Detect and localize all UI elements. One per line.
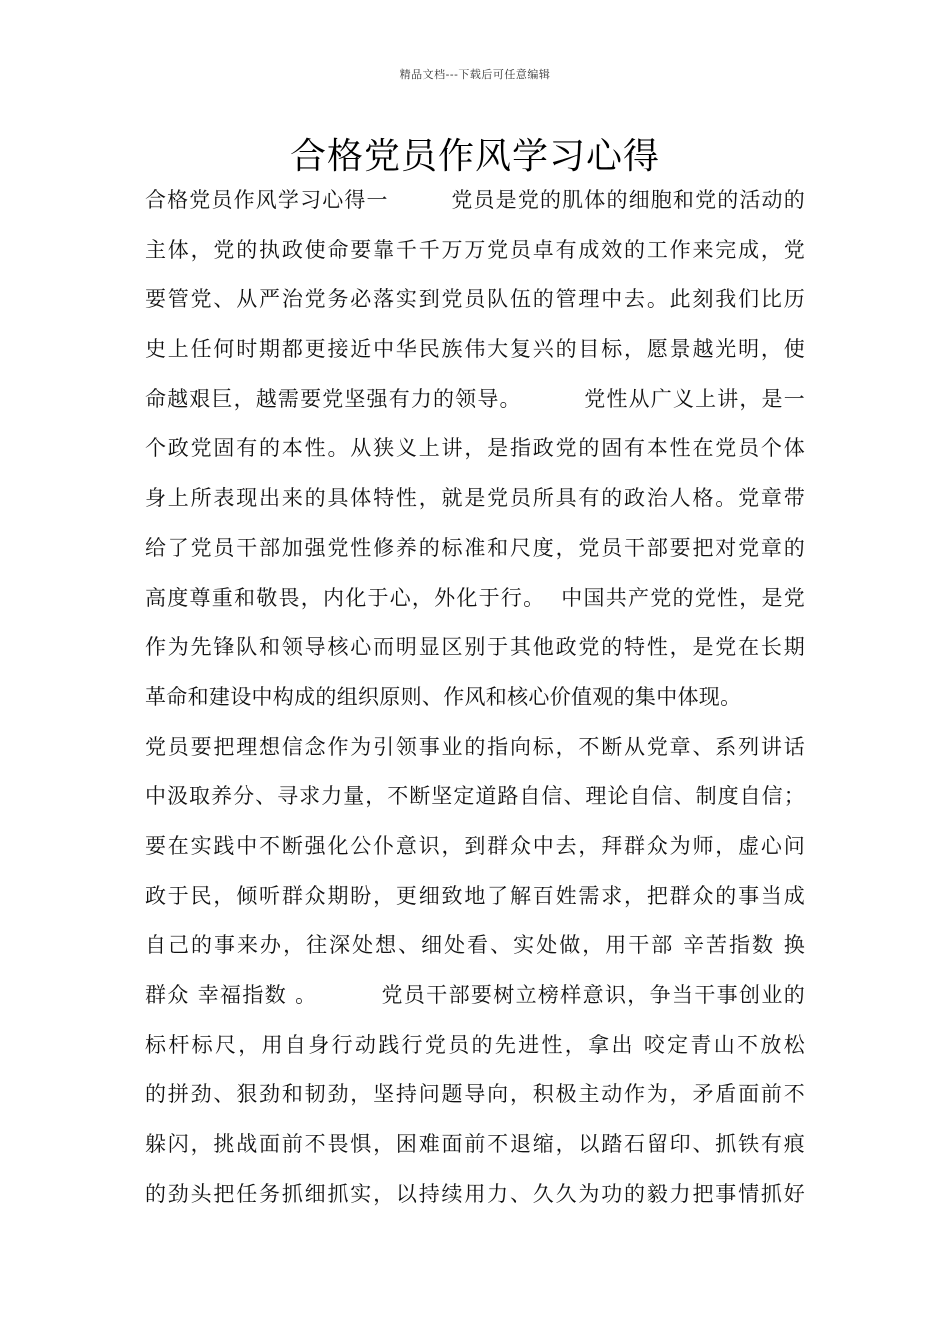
body-line: 群众 幸福指数 。 党员干部要树立榜样意识，争当干事创业的 [145, 983, 805, 1007]
header-note: 精品文档---下载后可任意编辑 [399, 68, 551, 81]
document-title: 合格党员作风学习心得 [289, 136, 660, 177]
body-line: 自己的事来办，往深处想、细处看、实处做，用干部 辛苦指数 换 [145, 933, 805, 958]
body-line: 的拼劲、狠劲和韧劲，坚持问题导向，积极主动作为，矛盾面前不 [145, 1082, 805, 1107]
body-line: 要在实践中不断强化公仆意识，到群众中去，拜群众为师，虚心问 [145, 833, 805, 858]
body-line: 主体，党的执政使命要靠千千万万党员卓有成效的工作来完成，党 [145, 237, 805, 262]
body-line: 高度尊重和敬畏，内化于心，外化于行。 中国共产党的党性，是党 [145, 585, 805, 610]
body-line: 革命和建设中构成的组织原则、作风和核心价值观的集中体现。 [145, 684, 742, 709]
body-line: 史上任何时期都更接近中华民族伟大复兴的目标，愿景越光明，使 [145, 337, 805, 362]
body-line: 党员要把理想信念作为引领事业的指向标，不断从党章、系列讲话 [145, 734, 805, 759]
body-line: 合格党员作风学习心得一 党员是党的肌体的细胞和党的活动的 [145, 188, 805, 212]
body-line: 作为先锋队和领导核心而明显区别于其他政党的特性，是党在长期 [145, 635, 805, 660]
body-line: 的劲头把任务抓细抓实，以持续用力、久久为功的毅力把事情抓好 [145, 1181, 805, 1206]
body-line: 命越艰巨，越需要党坚强有力的领导。 党性从广义上讲，是一 [145, 386, 805, 411]
body-line: 躲闪，挑战面前不畏惧，困难面前不退缩，以踏石留印、抓铁有痕 [145, 1132, 805, 1157]
body-line: 政于民，倾听群众期盼，更细致地了解百姓需求，把群众的事当成 [145, 883, 805, 908]
body-line: 给了党员干部加强党性修养的标准和尺度，党员干部要把对党章的 [145, 535, 805, 560]
body-line: 身上所表现出来的具体特性，就是党员所具有的政治人格。党章带 [145, 486, 805, 511]
body-line: 要管党、从严治党务必落实到党员队伍的管理中去。此刻我们比历 [145, 287, 805, 312]
body-line: 个政党固有的本性。从狭义上讲，是指政党的固有本性在党员个体 [145, 436, 805, 461]
document-body [145, 180, 805, 1223]
body-line: 中汲取养分、寻求力量，不断坚定道路自信、理论自信、制度自信； [145, 784, 805, 809]
body-line: 标杆标尺，用自身行动践行党员的先进性，拿出 咬定青山不放松 [145, 1032, 805, 1057]
